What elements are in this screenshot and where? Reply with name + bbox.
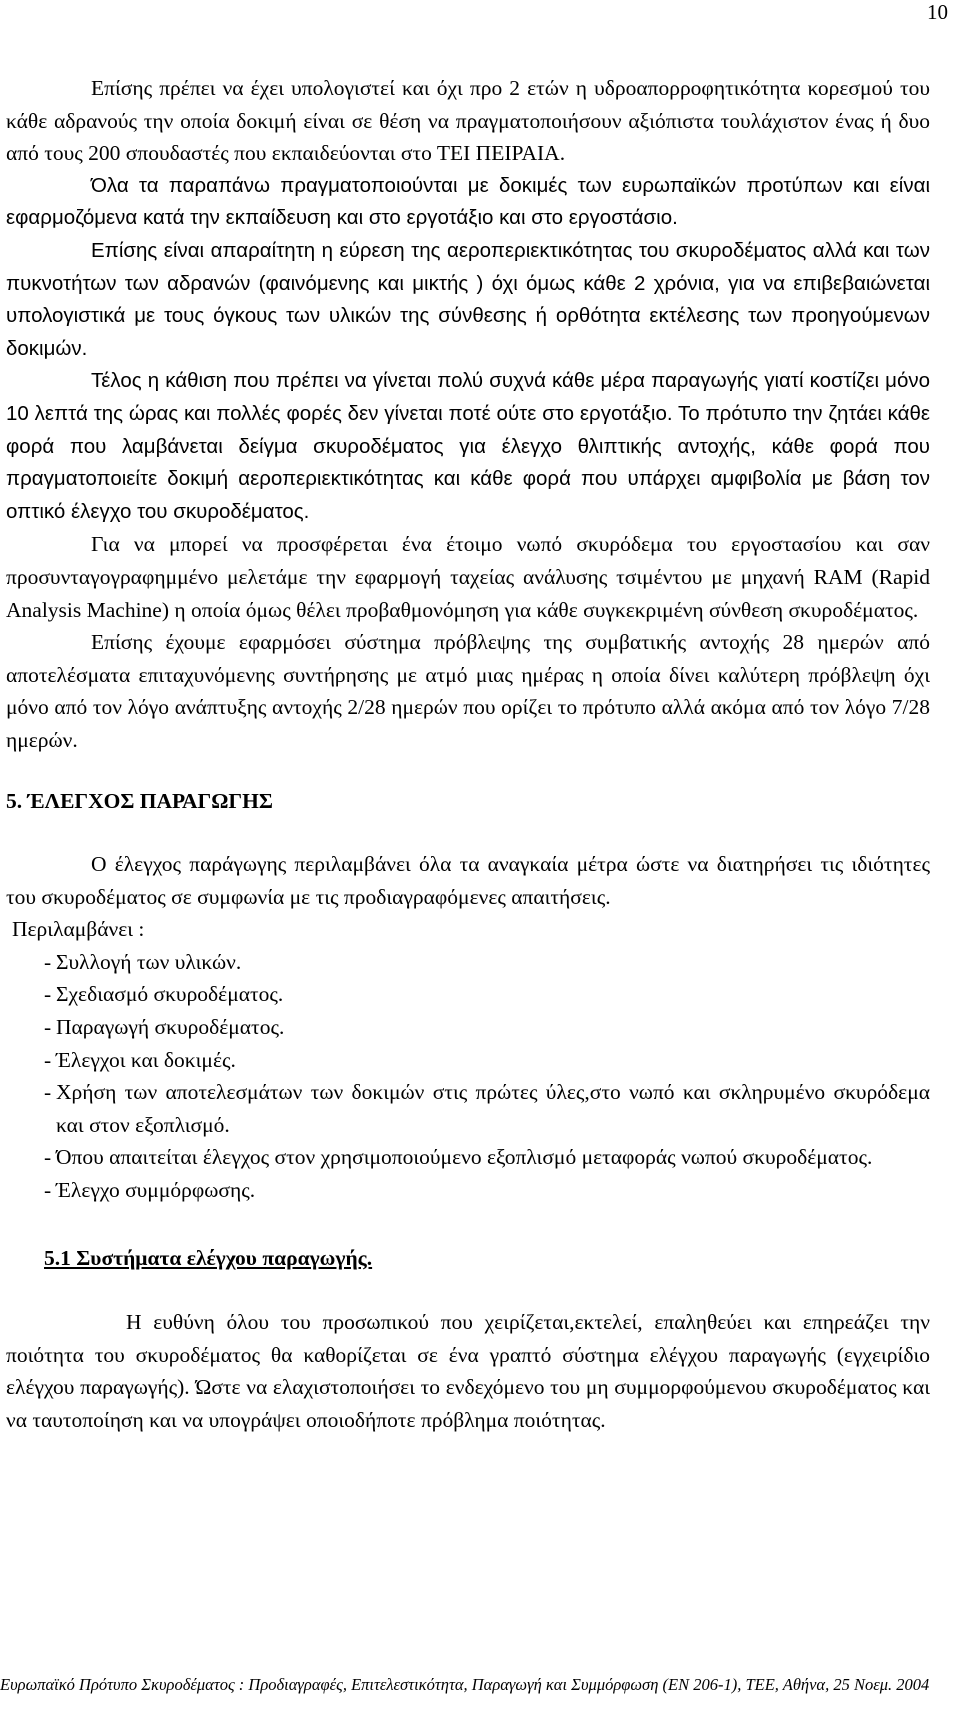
dash-bullet: - (44, 949, 52, 974)
list-item: - Όπου απαιτείται έλεγχος στον χρησιμοποιούμενο εξοπλισμό μεταφοράς νωπού σκυροδέματος. (6, 1141, 930, 1174)
section-5-heading: 5. ΈΛΕΓΧΟΣ ΠΑΡΑΓΩΓΗΣ (6, 789, 273, 814)
section-5-1-heading: 5.1 Συστήματα ελέγχου παραγωγής. (44, 1245, 373, 1270)
paragraph-ram-machine: Για να μπορεί να προσφέρεται ένα έτοιμο νωπό σκυρόδεμα του εργοστασίου και σαν προσυνταγογραφημμένο μελετάμε την εφαρμογή ταχείας ανάλυσης τσιμέντου με μηχανή RAM (Rapid Analysis Machine) η οποία όμως θέλει προβαθμονόμηση για κάθε συγκεκριμένη σύνθεση σκυροδέματος. (6, 532, 930, 622)
dash-bullet: - (44, 1015, 52, 1040)
list-item: - Παραγωγή σκυροδέματος. (6, 1011, 930, 1044)
dash-bullet: - (44, 1047, 52, 1072)
list-item: - Έλεγχο συμμόρφωσης. (6, 1174, 930, 1207)
list-item: - Σχεδιασμό σκυροδέματος. (6, 978, 930, 1011)
paragraph-slump: Τέλος η κάθιση που πρέπει να γίνεται πολύ συχνά κάθε μέρα παραγωγής γιατί κοστίζει μόνο 10 λεπτά της ώρας και πολλές φορές δεν γίνεται ποτέ ούτε στο εργοτάξιο. Το πρότυπο την ζητάει κάθε φορά που λαμβάνεται δείγμα σκυροδέματος για έλεγχο θλιπτικής αντοχής, κάθε φορά που πραγματοποιείτε δοκιμή αεροπεριεκτικότητας και κάθε φορά που υπάρχει αμφιβολία με βάση τον οπτικό έλεγχο του σκυροδέματος. (6, 369, 930, 523)
section-5-intro: Ο έλεγχος παράγωγης περιλαμβάνει όλα τα αναγκαία μέτρα ώστε να διατηρήσει τις ιδιότητες του σκυροδέματος σε συμφωνία με τις προδιαγραφόμενες απαιτήσεις. (6, 852, 930, 909)
document-body (6, 72, 930, 1437)
dash-bullet: - (44, 1145, 52, 1170)
paragraph-european-standards: Όλα τα παραπάνω πραγματοποιούνται με δοκιμές των ευρωπαϊκών προτύπων και είναι εφαρμοζόμενα κατά την εκπαίδευση και στο εργοτάξιο και στο εργοστάσιο. (6, 173, 930, 230)
paragraph-air-content: Επίσης είναι απαραίτητη η εύρεση της αεροπεριεκτικότητας του σκυροδέματος αλλά και των πυκνοτήτων των αδρανών (φαινόμενης και μικτής ) όχι όμως κάθε 2 χρόνια, για να επιβεβαιώνεται υπολογιστικά με τους όγκους των υλικών της σύνθεσης ή ορθότητα εκτέλεσης των προηγούμενων δοκιμών. (6, 238, 930, 360)
list-item: - Χρήση των αποτελεσμάτων των δοκιμών στις πρώτες ύλες,στο νωπό και σκληρυμένο σκυρόδεμα και στον εξοπλισμό. (6, 1076, 930, 1141)
footer-reference: Ευρωπαϊκό Πρότυπο Σκυροδέματος : Προδιαγραφές, Επιτελεστικότητα, Παραγωγή και Συμμόρφωση (ΕΝ 206-1), ΤΕΕ, Αθήνα, 25 Νοεμ. 2004 (0, 1675, 930, 1694)
list-item: - Έλεγχοι και δοκιμές. (6, 1044, 930, 1077)
includes-label: Περιλαμβάνει : (12, 917, 145, 942)
dash-bullet: - (44, 982, 52, 1007)
dash-bullet: - (44, 1178, 52, 1202)
dash-bullet: - (44, 1080, 52, 1105)
section-5-1-paragraph: Η ευθύνη όλου του προσωπικού που χειρίζεται,εκτελεί, επαληθεύει και επηρεάζει την ποιότητα του σκυροδέματος θα καθορίζεται σε ένα γραπτό σύστημα ελέγχου παραγωγής (εγχειρίδιο ελέγχου παραγωγής). Ώστε να ελαχιστοποιήσει το ενδεχόμενο του μη συμμορφούμενου σκυροδέματος και να ταυτοποίηση και να υπογράψει οποιοδήποτε πρόβλημα ποιότητας. (6, 1310, 930, 1432)
production-control-list (6, 946, 930, 1207)
page-number: 10 (927, 0, 948, 24)
paragraph-strength-prediction: Επίσης έχουμε εφαρμόσει σύστημα πρόβλεψης της συμβατικής αντοχής 28 ημερών από αποτελέσματα επιταχυνόμενης συντήρησης με ατμό μιας ημέρας η οποία δίνει καλύτερη πρόβλεψη όχι μόνο από τον λόγο ανάπτυξης αντοχής 2/28 ημερών που ορίζει το πρότυπο αλλά ακόμα από τον λόγο 7/28 ημερών. (6, 630, 930, 752)
list-item: - Συλλογή των υλικών. (6, 946, 930, 979)
paragraph-water-absorption: Επίσης πρέπει να έχει υπολογιστεί και όχι προ 2 ετών η υδροαπορροφητικότητα κορεσμού του κάθε αδρανούς την οποία δοκιμή είναι σε θέση να πραγματοποιήσουν αξιόπιστα τουλάχιστον ένας ή δυο από τους 200 σπουδαστές που εκπαιδεύονται στο ΤΕΙ ΠΕΙΡΑΙΑ. (6, 76, 930, 166)
